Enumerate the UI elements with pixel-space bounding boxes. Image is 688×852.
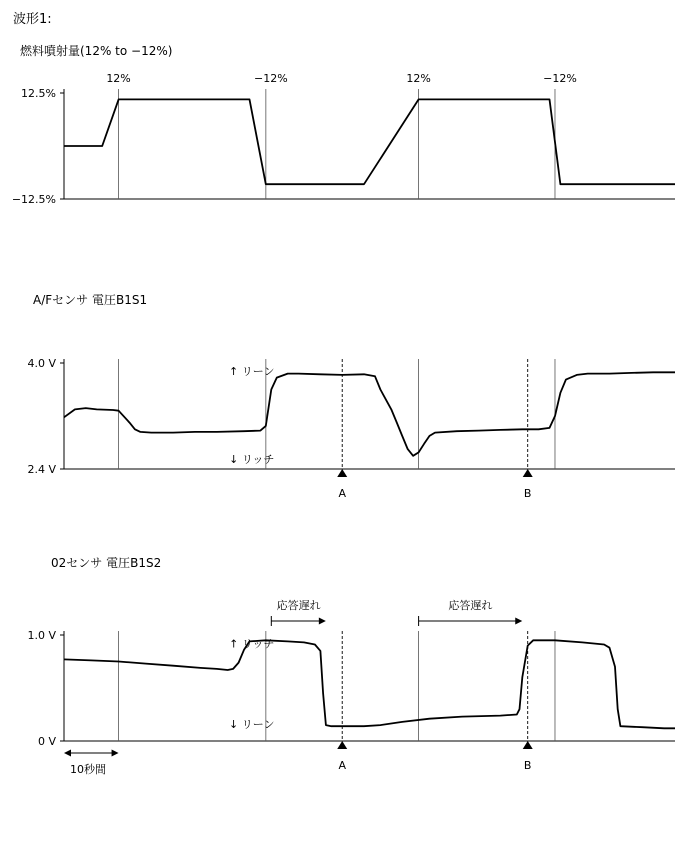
y-tick-label: 0 V [37,735,56,748]
phase-label: −12% [543,72,577,85]
scale-arrowhead [112,750,119,757]
y-tick-label: 12.5% [21,87,56,100]
chart-title: A/Fセンサ 電圧B1S1 [33,293,148,307]
marker-label: B [523,759,532,772]
series-line [64,640,675,728]
y-tick-label: −12.5% [11,193,56,206]
chart-title: 燃料噴射量(12% to −12%) [20,44,173,58]
page-header: 波形1: [13,12,52,27]
phase-label: 12% [406,72,431,85]
time-scale-label: 10秒間 [70,763,106,776]
chart-title: 02センサ 電圧B1S2 [51,556,162,570]
scale-arrowhead [64,750,71,757]
delay-arrowhead [319,618,326,625]
marker-label: A [338,487,346,500]
phase-label: 12% [106,72,131,85]
region-annotation: ↑ リッチ [229,637,275,651]
phase-label: −12% [254,72,288,85]
delay-annotation: 応答遅れ [276,599,321,612]
delay-annotation: 応答遅れ [448,599,493,612]
marker-label: B [523,487,532,500]
marker-triangle [337,469,347,477]
y-tick-label: 1.0 V [27,629,56,642]
y-tick-label: 4.0 V [27,357,56,370]
marker-label: A [338,759,346,772]
series-line [64,372,675,456]
delay-arrowhead [515,618,522,625]
region-annotation: ↑ リーン [229,364,275,378]
marker-triangle [337,741,347,749]
region-annotation: ↓ リッチ [229,453,275,467]
region-annotation: ↓ リーン [229,718,275,732]
series-line [64,99,675,184]
y-tick-label: 2.4 V [27,463,56,476]
marker-triangle [523,741,533,749]
marker-triangle [523,469,533,477]
